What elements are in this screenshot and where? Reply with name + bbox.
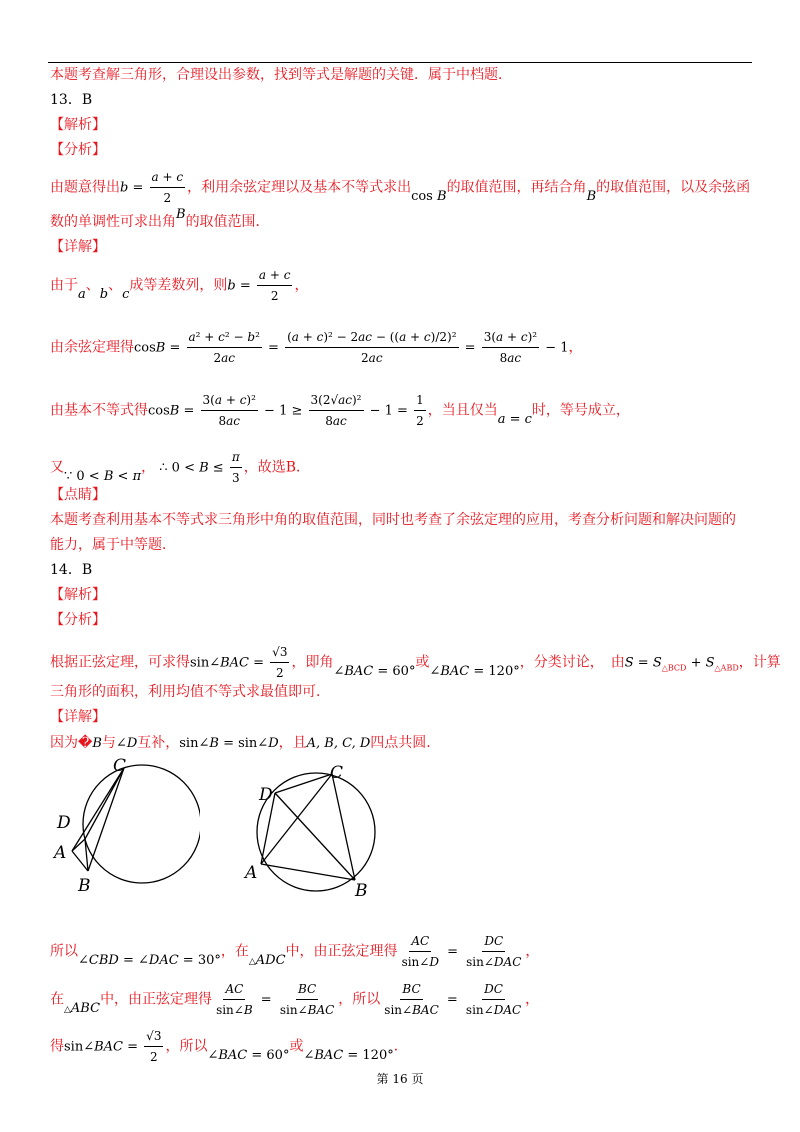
q14-fenxi-line2: 三角形的面积，利用均值不等式求最值即可． [50, 684, 330, 700]
point-label-a: A [54, 843, 67, 863]
circle-outline [83, 765, 200, 883]
q14-detail-line3: 在$_\triangle$ABC中，由正弦定理得 $\frac{AC}{\sin\angle B}$ = $\frac{BC}{\text{sin∠BAC}}$ ，所以 $\frac{BC}{\text{sin∠BAC}}$ = $\frac{DC}{\text{sin∠DAC}}$ ， [50, 982, 540, 1017]
q13-fenxi-heading: 【分析】 [50, 142, 106, 158]
point-label-d: D [57, 813, 71, 833]
q14-answer: 14．B [50, 562, 93, 578]
top-rule [48, 62, 752, 63]
q13-dianjing-heading: 【点睛】 [50, 487, 106, 503]
q14-fenxi-line1: 根据正弦定理，可求得sin∠BAC = $\frac{√3}{2}$ ，即角∠BAC = 60°或∠BAC = 120°，分类讨论， 由$S = S_{\triangle BCD} + S_{\triangle ABD}$，计算 [50, 645, 781, 680]
point-label-c: C [330, 763, 344, 783]
q13-dianjing-line2: 能力，属于中等题． [50, 537, 176, 553]
point-label-b: B [78, 876, 91, 896]
q13-fenxi-line2: 数的单调性可求出角B的取值范围． [50, 207, 270, 230]
q13-detail-line3: 由基本不等式得cosB = $\frac{\text{3(a + c)²}}{8ac}$ − 1 ≥ $\frac{\text{3(2√ac)²}}{8ac}$ − 1 = $\frac{1}{2}$ ，当且仅当a = c时，等号成立， [50, 393, 630, 428]
q14-detail-line1: 因为�B与∠D互补，sin∠B = sin∠D，且A, B, C, D四点共圆． [50, 735, 441, 751]
point-label-a: A [245, 863, 258, 883]
q14-jiexi-heading: 【解析】 [50, 587, 106, 603]
q13-xiangjie-heading: 【详解】 [50, 239, 106, 255]
page-footer: 第 16 页 [376, 1072, 424, 1086]
q13-fenxi-line1: 由题意得出b = $\frac{a + c}{2}$ ，利用余弦定理以及基本不等式求出cos B的取值范围，再结合角B的取值范围，以及余弦函 [50, 170, 751, 205]
q13-detail-line4: 又∵ 0 < B < π， ∴ 0 < B ≤ $\frac{\pi}{3}$ ，故选B． [50, 450, 311, 485]
q13-dianjing-line1: 本题考查利用基本不等式求三角形中角的取值范围，同时也考查了余弦定理的应用，考查分析问题和解决问题的 [50, 512, 736, 528]
q14-fenxi-heading: 【分析】 [50, 612, 106, 628]
chords [72, 768, 124, 871]
q13-jiexi-heading: 【解析】 [50, 117, 106, 133]
q14-detail-line2: 所以∠CBD = ∠DAC = 30°，在$_\triangle$ADC中，由正弦定理得 $\frac{AC}{\sin\angle D}$ = $\frac{DC}{\text{sin∠DAC}}$ ， [50, 934, 540, 969]
figure-left-circle [50, 758, 200, 898]
point-label-d: D [259, 785, 273, 805]
q13-detail-line1: 由于a、b、c成等差数列，则b = $\frac{a + c}{2}$ ， [50, 268, 309, 303]
intro-line: 本题考查解三角形，合理设出参数，找到等式是解题的关键．属于中档题． [50, 67, 512, 83]
q14-xiangjie-heading: 【详解】 [50, 709, 106, 725]
q13-detail-line2: 由余弦定理得cosB = $\frac{\text{a² + c² − b²}}{2ac}$ = $\frac{\text{(a + c)² − 2ac − ((a + c)/2)²}}{2ac}$ = $\frac{\text{3(a + c)²}}{8ac}$ − 1， [50, 330, 583, 365]
q14-detail-line4: 得sin∠BAC = $\frac{√3}{2}$ ，所以∠BAC = 60°或∠BAC = 120°． [50, 1029, 408, 1064]
point-label-c: C [113, 758, 127, 776]
q13-answer: 13．B [50, 92, 93, 108]
point-label-b: B [355, 881, 368, 898]
fraction-a-plus-c-over-2: $\frac{a + c}{2}$ [151, 170, 184, 205]
figure-right-circle [240, 758, 390, 898]
